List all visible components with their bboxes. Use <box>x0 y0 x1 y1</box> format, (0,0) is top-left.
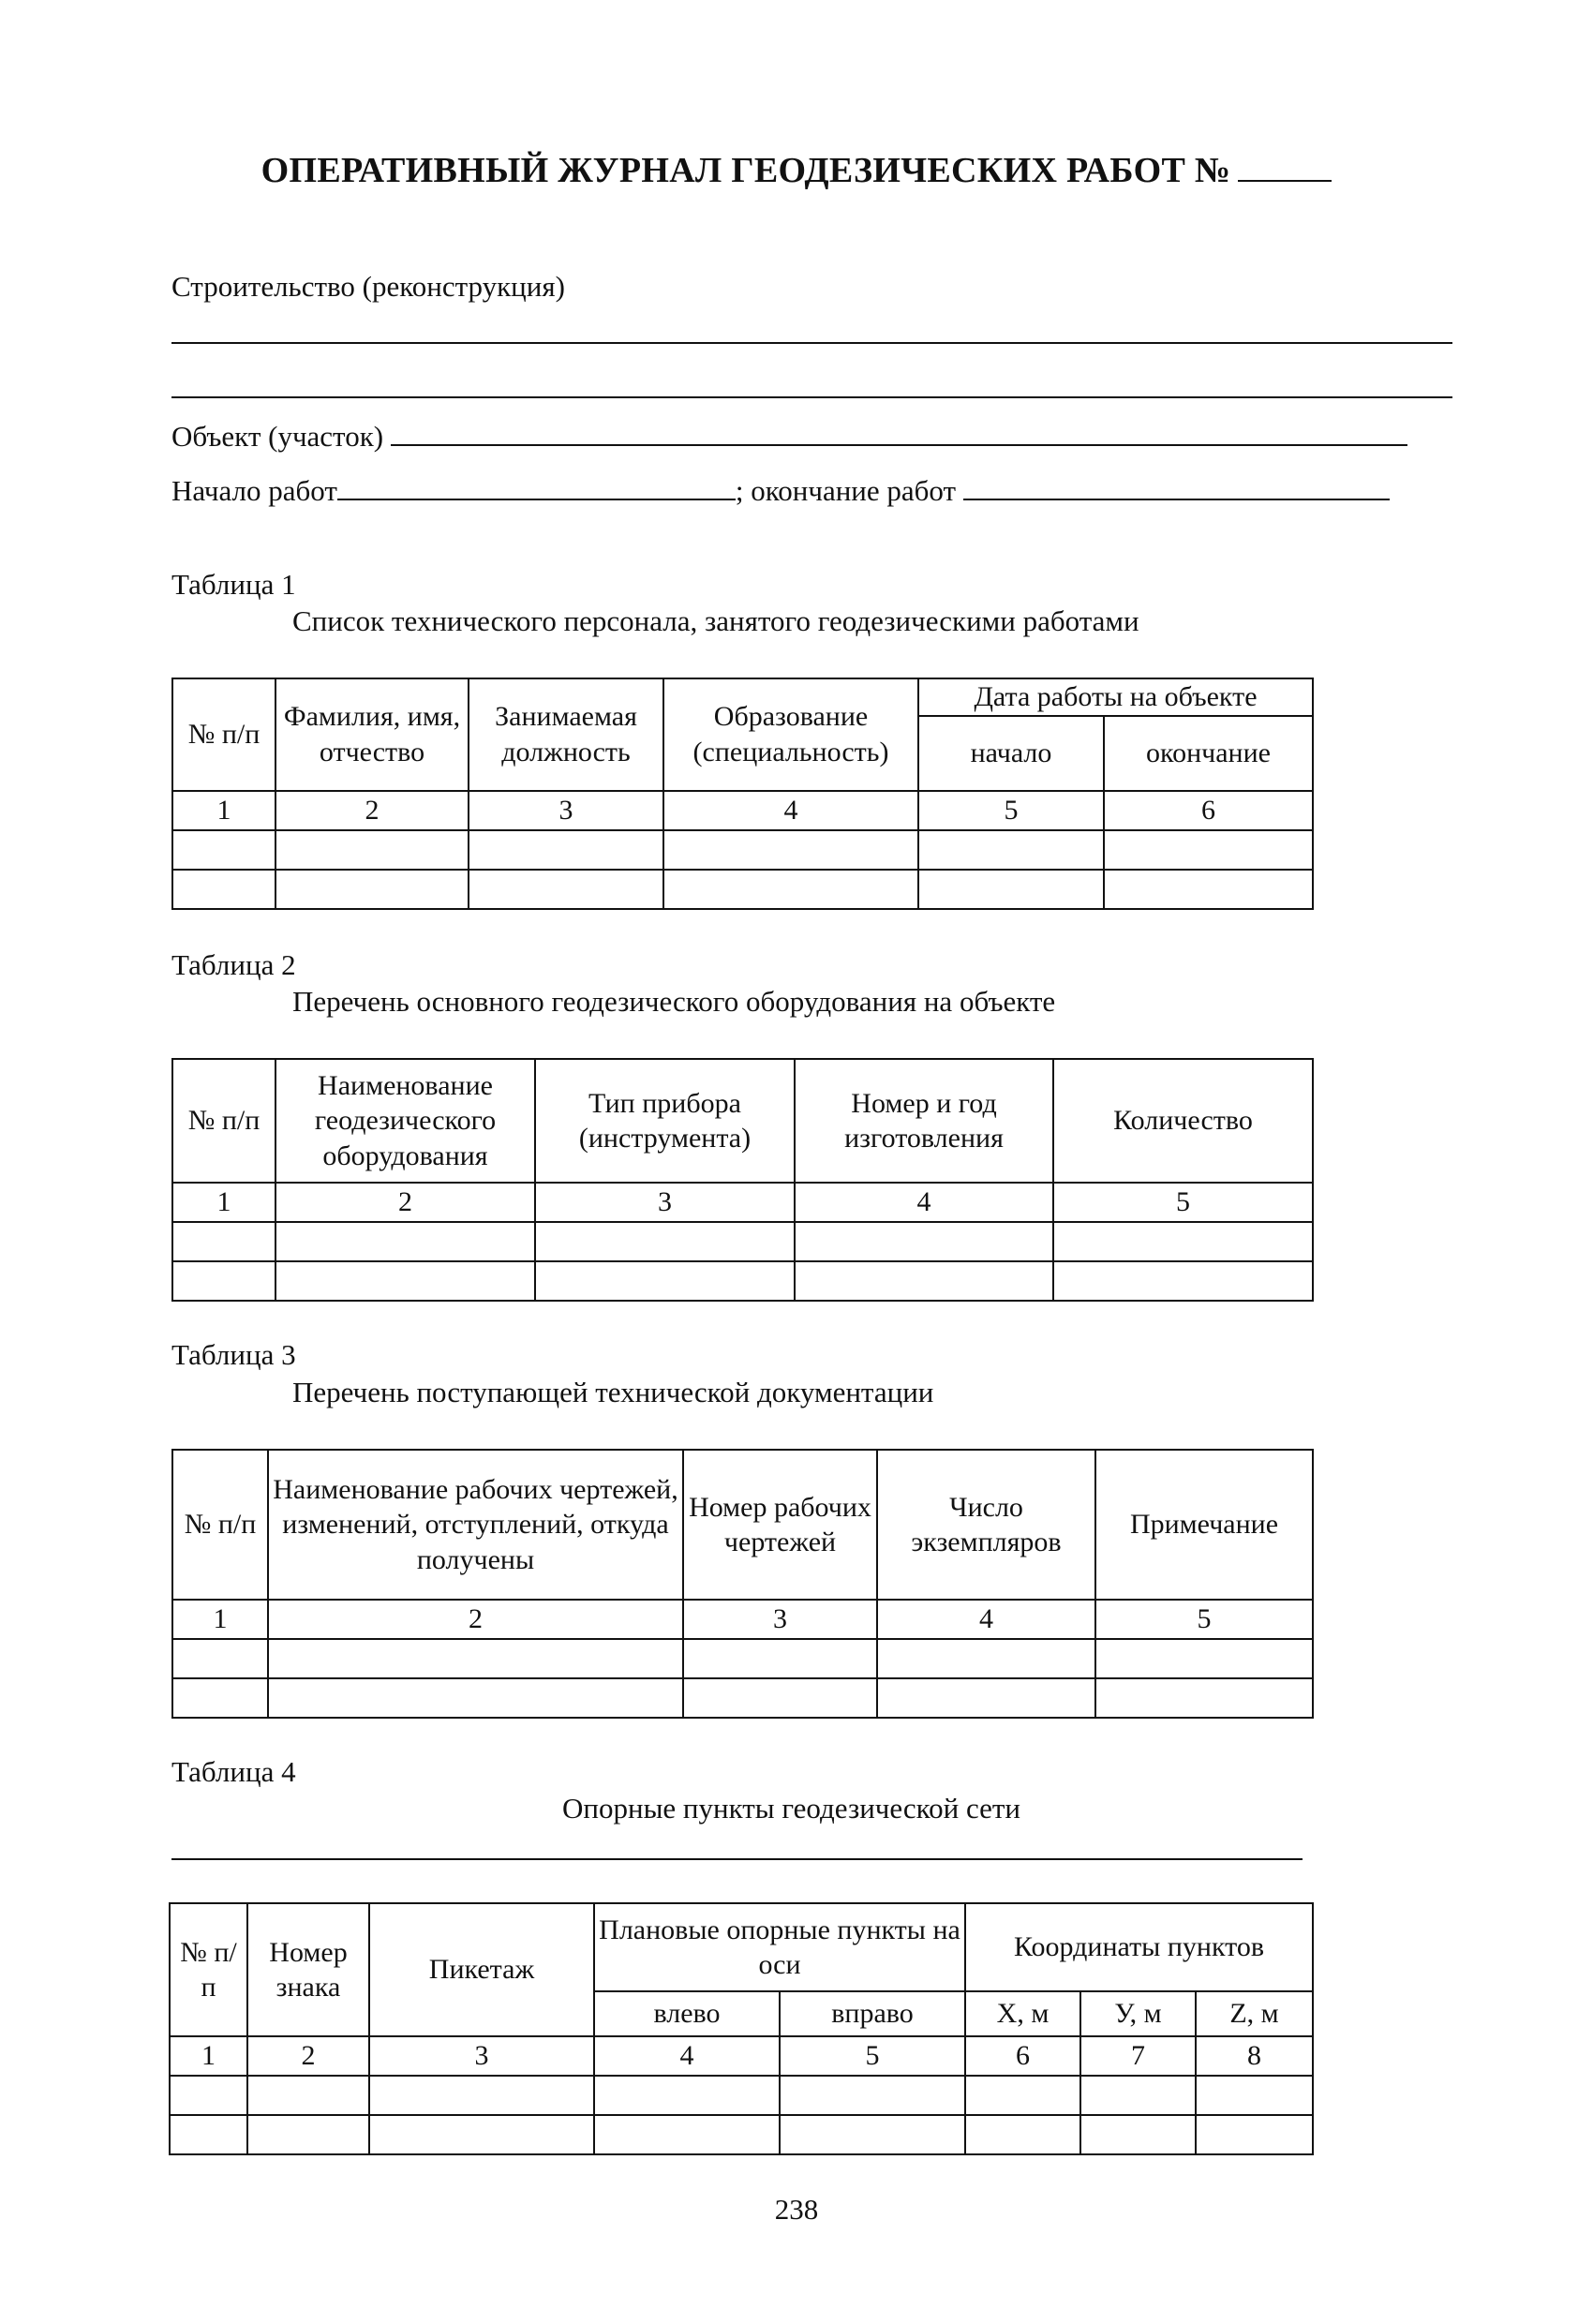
t1-empty-cell[interactable] <box>172 830 275 870</box>
t4-empty-cell[interactable] <box>170 2076 247 2115</box>
t3-header-note: Примечание <box>1095 1450 1313 1600</box>
object-fill-line[interactable] <box>391 420 1407 446</box>
document-title <box>0 150 1593 191</box>
t2-empty-row <box>172 1261 1313 1301</box>
t2-empty-row <box>172 1222 1313 1261</box>
t1-empty-cell[interactable] <box>275 870 469 909</box>
t4-index-cell: 4 <box>594 2036 780 2076</box>
t3-empty-cell[interactable] <box>268 1678 683 1718</box>
t2-empty-cell[interactable] <box>172 1222 275 1261</box>
construction-line-2[interactable] <box>171 396 1452 398</box>
table2-caption: Перечень основного геодезического оборудования на объекте <box>292 985 1056 1018</box>
t2-empty-cell[interactable] <box>275 1261 535 1301</box>
t4-index-cell: 6 <box>965 2036 1080 2076</box>
t3-empty-cell[interactable] <box>268 1639 683 1678</box>
t2-index-cell: 4 <box>795 1183 1053 1222</box>
t3-empty-row <box>172 1639 1313 1678</box>
start-label: Начало работ <box>171 474 337 507</box>
t1-empty-cell[interactable] <box>663 870 918 909</box>
t1-empty-cell[interactable] <box>469 830 663 870</box>
t1-empty-cell[interactable] <box>275 830 469 870</box>
t3-empty-cell[interactable] <box>683 1678 877 1718</box>
t1-empty-row <box>172 830 1313 870</box>
t1-empty-cell[interactable] <box>172 870 275 909</box>
t2-index-cell: 2 <box>275 1183 535 1222</box>
t4-header-left: влево <box>594 1991 780 2036</box>
t2-empty-cell[interactable] <box>795 1222 1053 1261</box>
t1-header-dates: Дата работы на объекте <box>918 678 1313 716</box>
t3-index-cell: 5 <box>1095 1600 1313 1639</box>
construction-line-1[interactable] <box>171 342 1452 344</box>
t2-header-serial: Номер и год изготовления <box>795 1059 1053 1183</box>
t4-header-z: Z, м <box>1196 1991 1313 2036</box>
t1-header-name: Фамилия, имя, отчество <box>275 678 469 791</box>
table4 <box>169 1902 1314 2155</box>
t1-index-cell: 6 <box>1104 791 1313 830</box>
t3-empty-cell[interactable] <box>1095 1639 1313 1678</box>
t1-empty-cell[interactable] <box>1104 830 1313 870</box>
t1-index-row <box>172 791 1313 830</box>
t2-empty-cell[interactable] <box>1053 1222 1313 1261</box>
t3-empty-row <box>172 1678 1313 1718</box>
t3-header-num: № п/п <box>172 1450 268 1600</box>
document-title-text: ОПЕРАТИВНЫЙ ЖУРНАЛ ГЕОДЕЗИЧЕСКИХ РАБОТ № <box>261 151 1231 190</box>
t2-index-cell: 1 <box>172 1183 275 1222</box>
t3-empty-cell[interactable] <box>877 1678 1095 1718</box>
t4-empty-cell[interactable] <box>780 2076 965 2115</box>
t4-empty-cell[interactable] <box>594 2076 780 2115</box>
t2-header-name: Наименование геодезического оборудования <box>275 1059 535 1183</box>
object-field <box>171 420 1407 454</box>
t3-header-drawing-no: Номер рабочих чертежей <box>683 1450 877 1600</box>
t3-empty-cell[interactable] <box>683 1639 877 1678</box>
dates-field <box>171 474 1390 508</box>
t2-empty-cell[interactable] <box>172 1261 275 1301</box>
t4-header-x: X, м <box>965 1991 1080 2036</box>
t4-empty-cell[interactable] <box>170 2115 247 2154</box>
t2-empty-cell[interactable] <box>1053 1261 1313 1301</box>
t1-header-education: Образование (специальность) <box>663 678 918 791</box>
t4-index-cell: 5 <box>780 2036 965 2076</box>
table2-label: Таблица 2 <box>171 948 296 981</box>
table1 <box>171 678 1314 910</box>
t2-empty-cell[interactable] <box>275 1222 535 1261</box>
t4-empty-cell[interactable] <box>1080 2115 1196 2154</box>
t1-index-cell: 1 <box>172 791 275 830</box>
t4-empty-cell[interactable] <box>369 2115 594 2154</box>
t4-empty-cell[interactable] <box>369 2076 594 2115</box>
table4-caption-fill-line[interactable] <box>171 1858 1303 1860</box>
t2-empty-cell[interactable] <box>535 1261 795 1301</box>
table4-label: Таблица 4 <box>171 1755 296 1788</box>
t1-empty-cell[interactable] <box>469 870 663 909</box>
t4-empty-cell[interactable] <box>247 2076 369 2115</box>
t2-header-type: Тип прибора (инструмента) <box>535 1059 795 1183</box>
t1-header-start: начало <box>918 716 1104 791</box>
t2-empty-cell[interactable] <box>535 1222 795 1261</box>
t3-empty-cell[interactable] <box>877 1639 1095 1678</box>
t1-header-position: Занимаемая должность <box>469 678 663 791</box>
t2-index-cell: 5 <box>1053 1183 1313 1222</box>
t1-header-num: № п/п <box>172 678 275 791</box>
start-fill-line[interactable] <box>337 474 736 500</box>
t4-header-picket: Пикетаж <box>369 1903 594 2036</box>
t4-empty-cell[interactable] <box>965 2076 1080 2115</box>
t2-header-qty: Количество <box>1053 1059 1313 1183</box>
t3-empty-cell[interactable] <box>1095 1678 1313 1718</box>
t2-empty-cell[interactable] <box>795 1261 1053 1301</box>
t3-header-copies: Число экземпляров <box>877 1450 1095 1600</box>
t1-empty-cell[interactable] <box>1104 870 1313 909</box>
t1-index-cell: 3 <box>469 791 663 830</box>
t4-empty-row <box>170 2076 1313 2115</box>
t1-empty-cell[interactable] <box>918 870 1104 909</box>
t4-empty-cell[interactable] <box>1196 2115 1313 2154</box>
t2-header-num: № п/п <box>172 1059 275 1183</box>
construction-label: Строительство (реконструкция) <box>171 270 565 303</box>
t4-index-cell: 3 <box>369 2036 594 2076</box>
end-label: ; окончание работ <box>735 474 957 507</box>
table3-caption: Перечень поступающей технической документации <box>292 1376 934 1408</box>
table4-caption: Опорные пункты геодезической сети <box>562 1792 1021 1825</box>
t4-header-coords: Координаты пунктов <box>965 1903 1313 1991</box>
t3-index-cell: 3 <box>683 1600 877 1639</box>
t4-header-num: № п/п <box>170 1903 247 2036</box>
t4-index-row <box>170 2036 1313 2076</box>
t3-empty-cell[interactable] <box>172 1678 268 1718</box>
table2 <box>171 1058 1314 1302</box>
t1-empty-cell[interactable] <box>918 830 1104 870</box>
t4-empty-cell[interactable] <box>594 2115 780 2154</box>
journal-number-blank[interactable] <box>1238 154 1332 182</box>
t3-index-cell: 1 <box>172 1600 268 1639</box>
t4-header-mark: Номер знака <box>247 1903 369 2036</box>
t4-header-plan-points: Плановые опорные пункты на оси <box>594 1903 965 1991</box>
table1-label: Таблица 1 <box>171 568 296 601</box>
object-label: Объект (участок) <box>171 420 384 453</box>
t1-empty-row <box>172 870 1313 909</box>
end-fill-line[interactable] <box>963 474 1390 500</box>
t2-index-cell: 3 <box>535 1183 795 1222</box>
t4-header-y: У, м <box>1080 1991 1196 2036</box>
t3-index-cell: 2 <box>268 1600 683 1639</box>
t4-empty-cell[interactable] <box>780 2115 965 2154</box>
t1-index-cell: 5 <box>918 791 1104 830</box>
t4-empty-cell[interactable] <box>1080 2076 1196 2115</box>
t4-empty-cell[interactable] <box>1196 2076 1313 2115</box>
t4-index-cell: 2 <box>247 2036 369 2076</box>
t4-index-cell: 1 <box>170 2036 247 2076</box>
t4-empty-row <box>170 2115 1313 2154</box>
t1-empty-cell[interactable] <box>663 830 918 870</box>
t3-index-cell: 4 <box>877 1600 1095 1639</box>
t3-empty-cell[interactable] <box>172 1639 268 1678</box>
table3 <box>171 1449 1314 1719</box>
t4-empty-cell[interactable] <box>247 2115 369 2154</box>
page-number: 238 <box>774 2193 819 2226</box>
t1-index-cell: 4 <box>663 791 918 830</box>
t3-index-row <box>172 1600 1313 1639</box>
t2-index-row <box>172 1183 1313 1222</box>
t1-header-end: окончание <box>1104 716 1313 791</box>
t4-index-cell: 7 <box>1080 2036 1196 2076</box>
t4-index-cell: 8 <box>1196 2036 1313 2076</box>
t1-index-cell: 2 <box>275 791 469 830</box>
t4-header-right: вправо <box>780 1991 965 2036</box>
t4-empty-cell[interactable] <box>965 2115 1080 2154</box>
table1-caption: Список технического персонала, занятого геодезическими работами <box>292 604 1139 637</box>
table3-label: Таблица 3 <box>171 1338 296 1371</box>
t3-header-name: Наименование рабочих чертежей, изменений, отступлений, откуда получены <box>268 1450 683 1600</box>
